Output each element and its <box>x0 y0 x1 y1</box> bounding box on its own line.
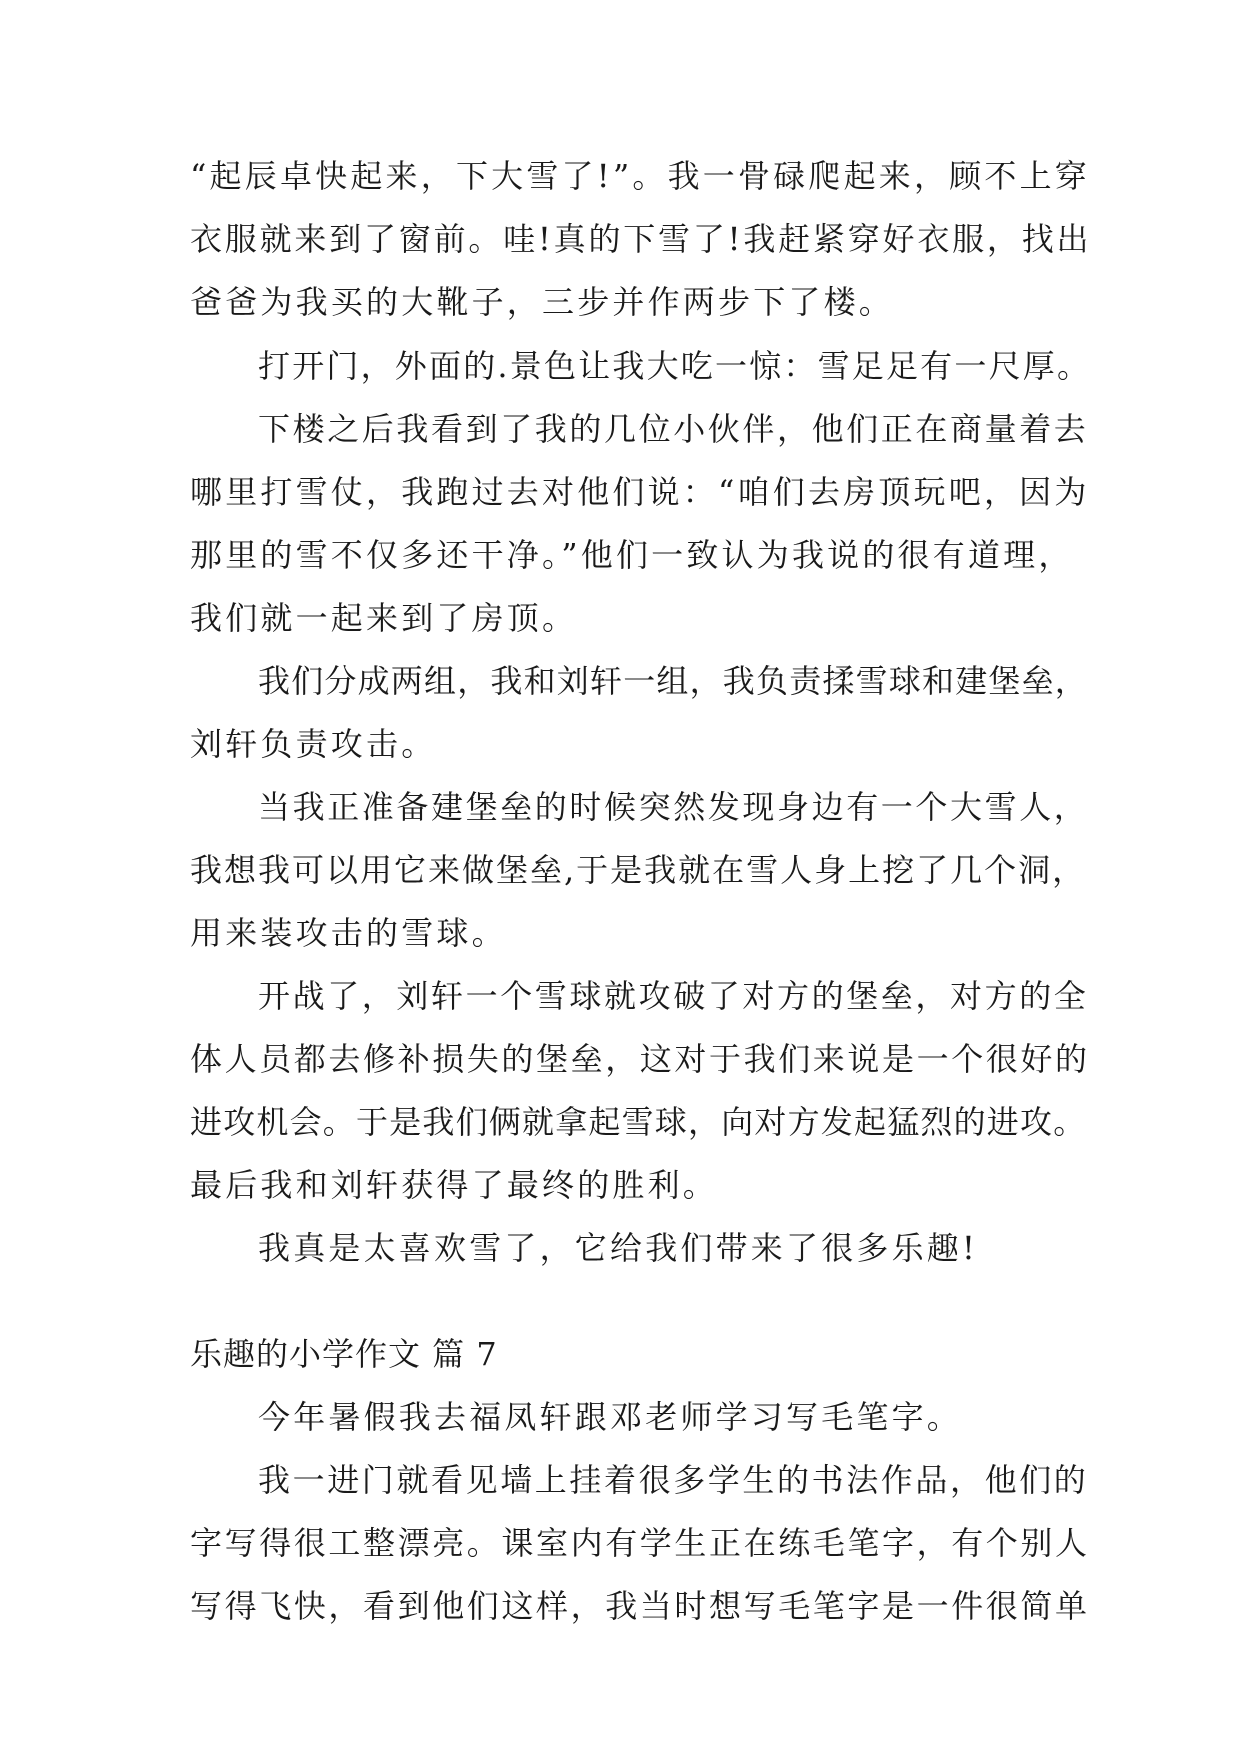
text-line: 写得飞快，看到他们这样，我当时想写毛笔字是一件很简单 <box>190 1587 1090 1625</box>
section-heading: 乐趣的小学作文 篇 7 <box>190 1335 498 1373</box>
text-line: 我一进门就看见墙上挂着很多学生的书法作品，他们的 <box>258 1461 1089 1499</box>
text-line: 下楼之后我看到了我的几位小伙伴，他们正在商量着去 <box>258 410 1089 448</box>
text-line: 爸爸为我买的大靴子，三步并作两步下了楼。 <box>190 283 895 321</box>
text-line: 当我正准备建堡垒的时候突然发现身边有一个大雪人， <box>258 788 1089 826</box>
text-line: 我们分成两组，我和刘轩一组，我负责揉雪球和建堡垒， <box>258 662 1089 700</box>
text-line: 最后我和刘轩获得了最终的胜利。 <box>190 1166 719 1204</box>
text-line: 开战了，刘轩一个雪球就攻破了对方的堡垒，对方的全 <box>258 977 1089 1015</box>
text-line: 那里的雪不仅多还干净。”他们一致认为我说的很有道理， <box>190 536 1074 574</box>
text-line: 我真是太喜欢雪了，它给我们带来了很多乐趣! <box>258 1229 979 1267</box>
text-line: 打开门，外面的.景色让我大吃一惊：雪足足有一尺厚。 <box>258 347 1092 385</box>
text-line: 衣服就来到了窗前。哇!真的下雪了!我赶紧穿好衣服，找出 <box>190 220 1092 258</box>
text-line: 哪里打雪仗，我跑过去对他们说：“咱们去房顶玩吧，因为 <box>190 473 1090 511</box>
text-line: 字写得很工整漂亮。课室内有学生正在练毛笔字，有个别人 <box>190 1524 1090 1562</box>
text-line: 刘轩负责攻击。 <box>190 725 437 763</box>
text-line: 我想我可以用它来做堡垒,于是我就在雪人身上挖了几个洞， <box>190 851 1087 889</box>
text-line: “起辰卓快起来，下大雪了!”。我一骨碌爬起来，顾不上穿 <box>190 157 1090 195</box>
text-line: 今年暑假我去福凤轩跟邓老师学习写毛笔字。 <box>258 1398 963 1436</box>
text-line: 体人员都去修补损失的堡垒，这对于我们来说是一个很好的 <box>190 1040 1090 1078</box>
text-line: 我们就一起来到了房顶。 <box>190 599 578 637</box>
text-line: 用来装攻击的雪球。 <box>190 914 507 952</box>
text-line: 进攻机会。于是我们俩就拿起雪球，向对方发起猛烈的进攻。 <box>190 1103 1087 1141</box>
